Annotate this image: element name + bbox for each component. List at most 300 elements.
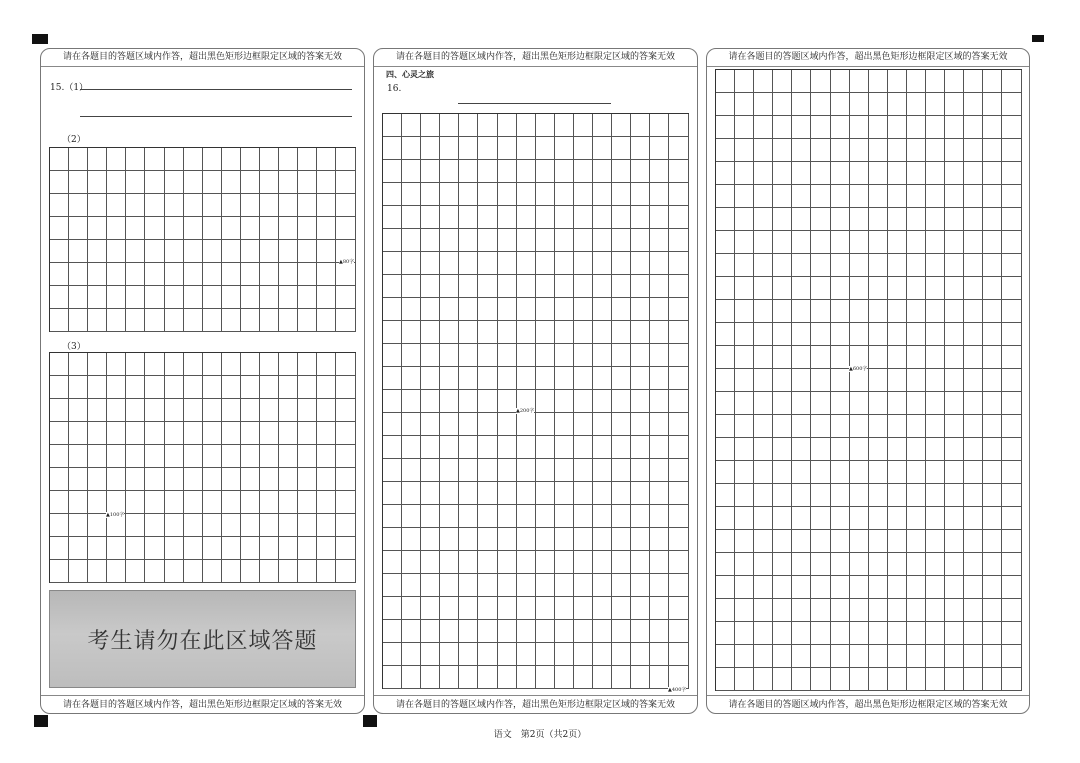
grid-cell[interactable] <box>574 321 593 344</box>
grid-cell[interactable] <box>669 413 688 436</box>
grid-cell[interactable] <box>811 323 830 346</box>
grid-cell[interactable] <box>69 171 88 194</box>
grid-cell[interactable] <box>298 491 317 514</box>
grid-cell[interactable] <box>754 369 773 392</box>
grid-cell[interactable] <box>336 353 355 376</box>
grid-cell[interactable] <box>279 399 298 422</box>
grid-cell[interactable] <box>754 438 773 461</box>
grid-cell[interactable] <box>145 399 164 422</box>
grid-cell[interactable] <box>336 514 355 537</box>
grid-cell[interactable] <box>478 436 497 459</box>
grid-cell[interactable] <box>241 399 260 422</box>
grid-cell[interactable] <box>402 436 421 459</box>
grid-cell[interactable] <box>88 194 107 217</box>
grid-cell[interactable] <box>498 551 517 574</box>
grid-cell[interactable] <box>260 514 279 537</box>
grid-cell[interactable] <box>203 286 222 309</box>
grid-cell[interactable] <box>298 399 317 422</box>
grid-cell[interactable] <box>203 514 222 537</box>
grid-cell[interactable] <box>498 160 517 183</box>
grid-cell[interactable] <box>517 160 536 183</box>
grid-cell[interactable] <box>459 436 478 459</box>
grid-cell[interactable] <box>298 422 317 445</box>
grid-cell[interactable] <box>440 574 459 597</box>
grid-cell[interactable] <box>402 666 421 689</box>
grid-cell[interactable] <box>945 530 964 553</box>
grid-cell[interactable] <box>184 240 203 263</box>
grid-cell[interactable] <box>593 367 612 390</box>
grid-cell[interactable] <box>1002 392 1021 415</box>
grid-cell[interactable] <box>383 321 402 344</box>
grid-cell[interactable] <box>536 597 555 620</box>
grid-cell[interactable] <box>88 148 107 171</box>
grid-cell[interactable] <box>716 507 735 530</box>
grid-cell[interactable] <box>811 507 830 530</box>
grid-cell[interactable] <box>317 217 336 240</box>
grid-cell[interactable] <box>754 392 773 415</box>
grid-cell[interactable] <box>831 185 850 208</box>
grid-cell[interactable] <box>945 576 964 599</box>
grid-cell[interactable] <box>792 668 811 691</box>
grid-cell[interactable] <box>459 137 478 160</box>
grid-cell[interactable] <box>754 254 773 277</box>
grid-cell[interactable] <box>869 70 888 93</box>
grid-cell[interactable] <box>517 275 536 298</box>
grid-cell[interactable] <box>612 574 631 597</box>
grid-cell[interactable] <box>831 622 850 645</box>
grid-cell[interactable] <box>792 162 811 185</box>
grid-cell[interactable] <box>811 668 830 691</box>
grid-cell[interactable] <box>612 551 631 574</box>
grid-cell[interactable] <box>574 390 593 413</box>
grid-cell[interactable] <box>517 505 536 528</box>
grid-cell[interactable] <box>555 436 574 459</box>
grid-cell[interactable] <box>831 415 850 438</box>
grid-cell[interactable] <box>88 468 107 491</box>
grid-cell[interactable] <box>402 160 421 183</box>
grid-cell[interactable] <box>517 620 536 643</box>
grid-cell[interactable] <box>792 93 811 116</box>
grid-cell[interactable] <box>574 597 593 620</box>
grid-cell[interactable] <box>945 599 964 622</box>
grid-cell[interactable] <box>754 139 773 162</box>
grid-cell[interactable] <box>459 551 478 574</box>
grid-cell[interactable] <box>336 263 355 286</box>
grid-cell[interactable] <box>669 620 688 643</box>
grid-cell[interactable] <box>317 309 336 332</box>
grid-cell[interactable] <box>716 484 735 507</box>
grid-cell[interactable] <box>203 263 222 286</box>
grid-cell[interactable] <box>716 323 735 346</box>
grid-cell[interactable] <box>440 436 459 459</box>
grid-cell[interactable] <box>574 367 593 390</box>
grid-cell[interactable] <box>574 643 593 666</box>
grid-cell[interactable] <box>241 491 260 514</box>
grid-cell[interactable] <box>650 620 669 643</box>
grid-cell[interactable] <box>650 206 669 229</box>
grid-cell[interactable] <box>298 560 317 583</box>
grid-cell[interactable] <box>555 206 574 229</box>
grid-cell[interactable] <box>850 231 869 254</box>
grid-cell[interactable] <box>650 597 669 620</box>
grid-cell[interactable] <box>792 484 811 507</box>
grid-cell[interactable] <box>498 137 517 160</box>
writing-grid-16[interactable] <box>382 113 689 689</box>
grid-cell[interactable] <box>478 574 497 597</box>
grid-cell[interactable] <box>498 229 517 252</box>
grid-cell[interactable] <box>983 162 1002 185</box>
grid-cell[interactable] <box>754 645 773 668</box>
grid-cell[interactable] <box>478 275 497 298</box>
grid-cell[interactable] <box>279 491 298 514</box>
grid-cell[interactable] <box>383 206 402 229</box>
grid-cell[interactable] <box>402 413 421 436</box>
grid-cell[interactable] <box>402 344 421 367</box>
grid-cell[interactable] <box>498 275 517 298</box>
grid-cell[interactable] <box>555 160 574 183</box>
grid-cell[interactable] <box>440 597 459 620</box>
grid-cell[interactable] <box>964 461 983 484</box>
grid-cell[interactable] <box>440 344 459 367</box>
grid-cell[interactable] <box>203 560 222 583</box>
grid-cell[interactable] <box>792 507 811 530</box>
grid-cell[interactable] <box>945 346 964 369</box>
grid-cell[interactable] <box>50 560 69 583</box>
grid-cell[interactable] <box>203 445 222 468</box>
grid-cell[interactable] <box>279 286 298 309</box>
grid-cell[interactable] <box>792 185 811 208</box>
grid-cell[interactable] <box>593 574 612 597</box>
grid-cell[interactable] <box>222 514 241 537</box>
grid-cell[interactable] <box>926 162 945 185</box>
grid-cell[interactable] <box>421 367 440 390</box>
grid-cell[interactable] <box>126 217 145 240</box>
grid-cell[interactable] <box>831 553 850 576</box>
grid-cell[interactable] <box>88 399 107 422</box>
grid-cell[interactable] <box>536 643 555 666</box>
grid-cell[interactable] <box>317 514 336 537</box>
grid-cell[interactable] <box>945 369 964 392</box>
grid-cell[interactable] <box>850 438 869 461</box>
grid-cell[interactable] <box>792 622 811 645</box>
grid-cell[interactable] <box>773 162 792 185</box>
grid-cell[interactable] <box>203 491 222 514</box>
grid-cell[interactable] <box>1002 231 1021 254</box>
grid-cell[interactable] <box>517 574 536 597</box>
grid-cell[interactable] <box>593 413 612 436</box>
grid-cell[interactable] <box>336 286 355 309</box>
grid-cell[interactable] <box>574 436 593 459</box>
grid-cell[interactable] <box>69 491 88 514</box>
grid-cell[interactable] <box>631 114 650 137</box>
grid-cell[interactable] <box>869 599 888 622</box>
grid-cell[interactable] <box>850 530 869 553</box>
grid-cell[interactable] <box>279 194 298 217</box>
grid-cell[interactable] <box>983 576 1002 599</box>
grid-cell[interactable] <box>574 344 593 367</box>
grid-cell[interactable] <box>126 445 145 468</box>
grid-cell[interactable] <box>811 300 830 323</box>
grid-cell[interactable] <box>735 208 754 231</box>
grid-cell[interactable] <box>612 597 631 620</box>
grid-cell[interactable] <box>145 445 164 468</box>
grid-cell[interactable] <box>831 392 850 415</box>
grid-cell[interactable] <box>811 231 830 254</box>
grid-cell[interactable] <box>811 139 830 162</box>
grid-cell[interactable] <box>983 392 1002 415</box>
grid-cell[interactable] <box>926 507 945 530</box>
grid-cell[interactable] <box>907 70 926 93</box>
grid-cell[interactable] <box>811 553 830 576</box>
grid-cell[interactable] <box>536 666 555 689</box>
grid-cell[interactable] <box>831 139 850 162</box>
grid-cell[interactable] <box>69 560 88 583</box>
grid-cell[interactable] <box>888 323 907 346</box>
grid-cell[interactable] <box>536 459 555 482</box>
grid-cell[interactable] <box>869 645 888 668</box>
grid-cell[interactable] <box>478 206 497 229</box>
grid-cell[interactable] <box>126 468 145 491</box>
grid-cell[interactable] <box>126 240 145 263</box>
grid-cell[interactable] <box>145 286 164 309</box>
grid-cell[interactable] <box>440 252 459 275</box>
grid-cell[interactable] <box>421 643 440 666</box>
grid-cell[interactable] <box>459 229 478 252</box>
answer-line[interactable] <box>80 116 352 117</box>
grid-cell[interactable] <box>754 162 773 185</box>
grid-cell[interactable] <box>888 369 907 392</box>
grid-cell[interactable] <box>145 240 164 263</box>
grid-cell[interactable] <box>735 254 754 277</box>
grid-cell[interactable] <box>888 231 907 254</box>
grid-cell[interactable] <box>440 183 459 206</box>
grid-cell[interactable] <box>421 114 440 137</box>
grid-cell[interactable] <box>279 263 298 286</box>
grid-cell[interactable] <box>402 620 421 643</box>
grid-cell[interactable] <box>383 620 402 643</box>
grid-cell[interactable] <box>222 399 241 422</box>
grid-cell[interactable] <box>850 645 869 668</box>
grid-cell[interactable] <box>945 484 964 507</box>
grid-cell[interactable] <box>440 459 459 482</box>
grid-cell[interactable] <box>421 459 440 482</box>
grid-cell[interactable] <box>126 194 145 217</box>
grid-cell[interactable] <box>536 436 555 459</box>
grid-cell[interactable] <box>279 560 298 583</box>
grid-cell[interactable] <box>1002 484 1021 507</box>
grid-cell[interactable] <box>773 116 792 139</box>
grid-cell[interactable] <box>517 229 536 252</box>
grid-cell[interactable] <box>88 240 107 263</box>
grid-cell[interactable] <box>1002 599 1021 622</box>
grid-cell[interactable] <box>440 275 459 298</box>
grid-cell[interactable] <box>888 277 907 300</box>
grid-cell[interactable] <box>792 369 811 392</box>
grid-cell[interactable] <box>402 482 421 505</box>
grid-cell[interactable] <box>336 537 355 560</box>
grid-cell[interactable] <box>735 93 754 116</box>
grid-cell[interactable] <box>317 537 336 560</box>
grid-cell[interactable] <box>964 139 983 162</box>
grid-cell[interactable] <box>574 183 593 206</box>
grid-cell[interactable] <box>869 162 888 185</box>
grid-cell[interactable] <box>593 137 612 160</box>
grid-cell[interactable] <box>869 369 888 392</box>
grid-cell[interactable] <box>402 252 421 275</box>
grid-cell[interactable] <box>1002 576 1021 599</box>
grid-cell[interactable] <box>165 353 184 376</box>
grid-cell[interactable] <box>792 645 811 668</box>
grid-cell[interactable] <box>850 277 869 300</box>
grid-cell[interactable] <box>298 194 317 217</box>
grid-cell[interactable] <box>735 668 754 691</box>
grid-cell[interactable] <box>888 346 907 369</box>
grid-cell[interactable] <box>69 263 88 286</box>
grid-cell[interactable] <box>241 353 260 376</box>
grid-cell[interactable] <box>593 459 612 482</box>
grid-cell[interactable] <box>536 413 555 436</box>
grid-cell[interactable] <box>184 376 203 399</box>
grid-cell[interactable] <box>383 574 402 597</box>
grid-cell[interactable] <box>536 252 555 275</box>
grid-cell[interactable] <box>421 321 440 344</box>
grid-cell[interactable] <box>517 528 536 551</box>
grid-cell[interactable] <box>126 263 145 286</box>
grid-cell[interactable] <box>983 70 1002 93</box>
grid-cell[interactable] <box>964 346 983 369</box>
grid-cell[interactable] <box>69 399 88 422</box>
grid-cell[interactable] <box>650 275 669 298</box>
grid-cell[interactable] <box>459 597 478 620</box>
grid-cell[interactable] <box>145 422 164 445</box>
grid-cell[interactable] <box>631 436 650 459</box>
grid-cell[interactable] <box>222 491 241 514</box>
grid-cell[interactable] <box>402 275 421 298</box>
grid-cell[interactable] <box>983 231 1002 254</box>
grid-cell[interactable] <box>184 217 203 240</box>
grid-cell[interactable] <box>317 353 336 376</box>
grid-cell[interactable] <box>612 275 631 298</box>
grid-cell[interactable] <box>945 185 964 208</box>
grid-cell[interactable] <box>907 162 926 185</box>
grid-cell[interactable] <box>440 551 459 574</box>
grid-cell[interactable] <box>574 482 593 505</box>
grid-cell[interactable] <box>421 137 440 160</box>
grid-cell[interactable] <box>145 263 164 286</box>
grid-cell[interactable] <box>478 344 497 367</box>
grid-cell[interactable] <box>107 399 126 422</box>
grid-cell[interactable] <box>298 468 317 491</box>
grid-cell[interactable] <box>773 599 792 622</box>
grid-cell[interactable] <box>964 323 983 346</box>
grid-cell[interactable] <box>811 162 830 185</box>
grid-cell[interactable] <box>459 528 478 551</box>
grid-cell[interactable] <box>669 505 688 528</box>
grid-cell[interactable] <box>650 643 669 666</box>
grid-cell[interactable] <box>555 505 574 528</box>
grid-cell[interactable] <box>964 300 983 323</box>
grid-cell[interactable] <box>298 537 317 560</box>
grid-cell[interactable] <box>126 537 145 560</box>
grid-cell[interactable] <box>165 286 184 309</box>
grid-cell[interactable] <box>983 346 1002 369</box>
grid-cell[interactable] <box>716 70 735 93</box>
grid-cell[interactable] <box>669 114 688 137</box>
grid-cell[interactable] <box>669 229 688 252</box>
grid-cell[interactable] <box>50 353 69 376</box>
grid-cell[interactable] <box>107 560 126 583</box>
grid-cell[interactable] <box>888 507 907 530</box>
grid-cell[interactable] <box>983 461 1002 484</box>
grid-cell[interactable] <box>888 622 907 645</box>
grid-cell[interactable] <box>241 171 260 194</box>
grid-cell[interactable] <box>440 321 459 344</box>
grid-cell[interactable] <box>983 369 1002 392</box>
grid-cell[interactable] <box>440 666 459 689</box>
grid-cell[interactable] <box>50 514 69 537</box>
grid-cell[interactable] <box>498 597 517 620</box>
grid-cell[interactable] <box>593 436 612 459</box>
grid-cell[interactable] <box>421 482 440 505</box>
grid-cell[interactable] <box>650 505 669 528</box>
grid-cell[interactable] <box>1002 507 1021 530</box>
grid-cell[interactable] <box>383 551 402 574</box>
grid-cell[interactable] <box>716 645 735 668</box>
grid-cell[interactable] <box>926 139 945 162</box>
grid-cell[interactable] <box>716 162 735 185</box>
grid-cell[interactable] <box>260 148 279 171</box>
grid-cell[interactable] <box>850 668 869 691</box>
grid-cell[interactable] <box>907 277 926 300</box>
grid-cell[interactable] <box>631 137 650 160</box>
grid-cell[interactable] <box>107 217 126 240</box>
grid-cell[interactable] <box>669 551 688 574</box>
grid-cell[interactable] <box>459 114 478 137</box>
grid-cell[interactable] <box>983 622 1002 645</box>
grid-cell[interactable] <box>69 468 88 491</box>
grid-cell[interactable] <box>850 185 869 208</box>
grid-cell[interactable] <box>831 254 850 277</box>
grid-cell[interactable] <box>478 229 497 252</box>
grid-cell[interactable] <box>907 438 926 461</box>
grid-cell[interactable] <box>1002 300 1021 323</box>
grid-cell[interactable] <box>459 206 478 229</box>
grid-cell[interactable] <box>383 505 402 528</box>
grid-cell[interactable] <box>383 344 402 367</box>
grid-cell[interactable] <box>298 353 317 376</box>
grid-cell[interactable] <box>50 240 69 263</box>
grid-cell[interactable] <box>983 507 1002 530</box>
grid-cell[interactable] <box>964 162 983 185</box>
grid-cell[interactable] <box>383 367 402 390</box>
grid-cell[interactable] <box>754 553 773 576</box>
grid-cell[interactable] <box>735 461 754 484</box>
grid-cell[interactable] <box>69 240 88 263</box>
grid-cell[interactable] <box>241 468 260 491</box>
grid-cell[interactable] <box>754 93 773 116</box>
grid-cell[interactable] <box>926 576 945 599</box>
grid-cell[interactable] <box>317 148 336 171</box>
grid-cell[interactable] <box>631 482 650 505</box>
grid-cell[interactable] <box>145 376 164 399</box>
grid-cell[interactable] <box>888 392 907 415</box>
grid-cell[interactable] <box>383 459 402 482</box>
grid-cell[interactable] <box>555 114 574 137</box>
grid-cell[interactable] <box>926 484 945 507</box>
grid-cell[interactable] <box>317 240 336 263</box>
grid-cell[interactable] <box>792 254 811 277</box>
grid-cell[interactable] <box>907 369 926 392</box>
